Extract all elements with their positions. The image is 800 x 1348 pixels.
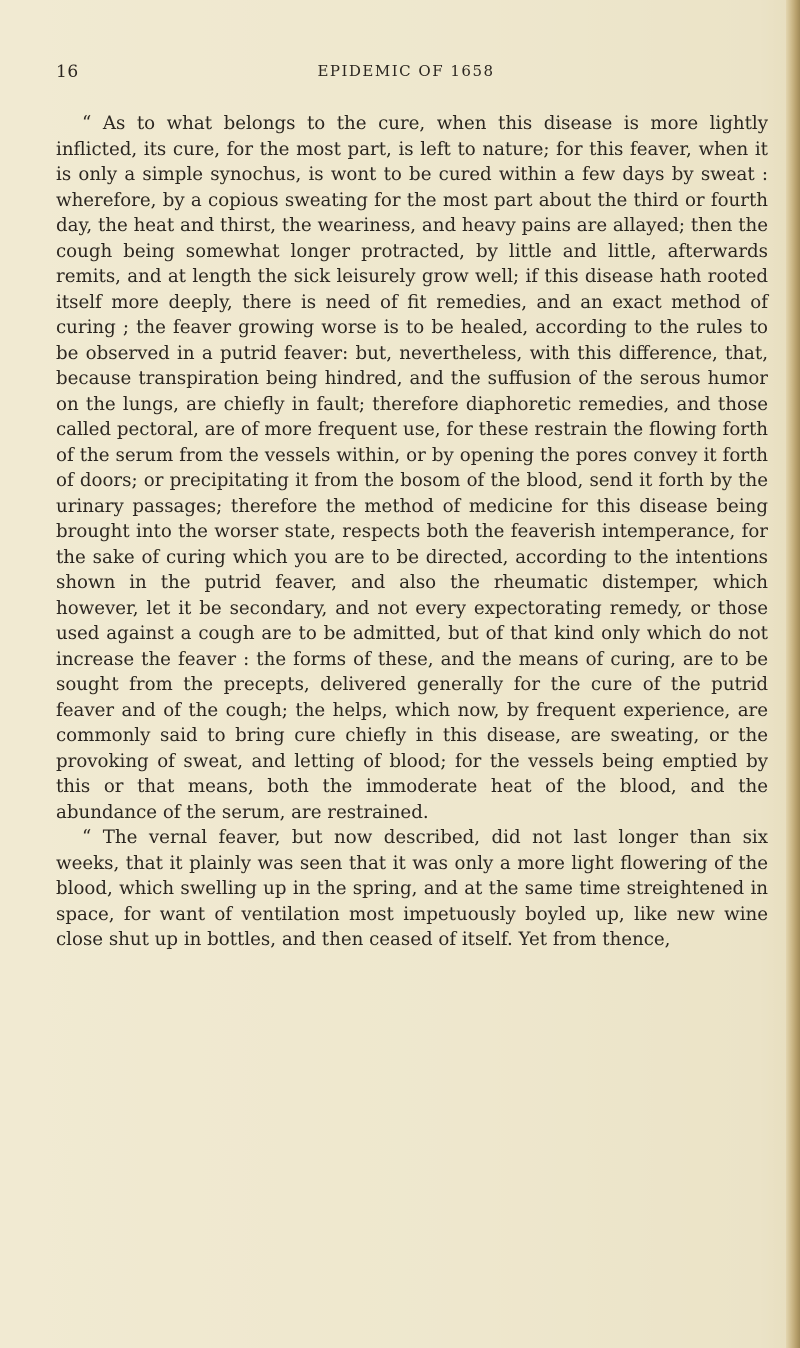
paragraph: “ The vernal feaver, but now described, did not last longer than six weeks, that it plainly was seen that it was only a more light flowering of the blood, which swelling up in the spring, and at the same time streightened in space, for want of ventilation most impetuously boyled up, like new wine close shut up in bottles, and then ceased of itself. Yet from thence, bbox=[56, 827, 768, 950]
running-head: EPIDEMIC OF 1658 bbox=[317, 62, 495, 80]
page-header bbox=[56, 62, 756, 90]
paragraph: “ As to what belongs to the cure, when this disease is more lightly inflicted, its cure, for the most part, is left to nature; for this feaver, when it is only a simple synochus, is wont to be cured within a few days by sweat : wherefore, by a copious sweating for the most part about the third or fourth day, the heat and thirst, the weariness, and heavy pains are allayed; then the cough being somewhat longer protracted, by little and little, afterwards remits, and at length the sick leisurely grow well; if this disease hath rooted itself more deeply, there is need of fit remedies, and an exact method of curing ; the feaver growing worse is to be healed, according to the rules to be observed in a putrid feaver: but, nevertheless, with this difference, that, because transpiration being hindred, and the suffusion of the serous humor on the lungs, are chiefly in fault; therefore diaphoretic remedies, and those called pectoral, are of more frequent use, for these restrain the flowing forth of the serum from the vessels within, or by opening the pores convey it forth of doors; or precipitating it from the bosom of the blood, send it forth by the urinary passages; therefore the method of medicine for this disease being brought into the worser state, respects both the feaverish intemperance, for the sake of curing which you are to be directed, according to the intentions shown in the putrid feaver, and also the rheumatic distemper, which however, let it be secondary, and not every expectorating remedy, or those used against a cough are to be admitted, but of that kind only which do not increase the feaver : the forms of these, and the means of curing, are to be sought from the precepts, delivered generally for the cure of the putrid feaver and of the cough; the helps, which now, by frequent experience, are commonly said to bring cure chiefly in this disease, are sweating, or the provoking of sweat, and letting of blood; for the vessels being emptied by this or that means, both the immoderate heat of the blood, and the abundance of the serum, are restrained. bbox=[56, 113, 768, 823]
page-number: 16 bbox=[56, 62, 79, 82]
body-text bbox=[56, 111, 768, 953]
page-edge bbox=[786, 0, 800, 1348]
